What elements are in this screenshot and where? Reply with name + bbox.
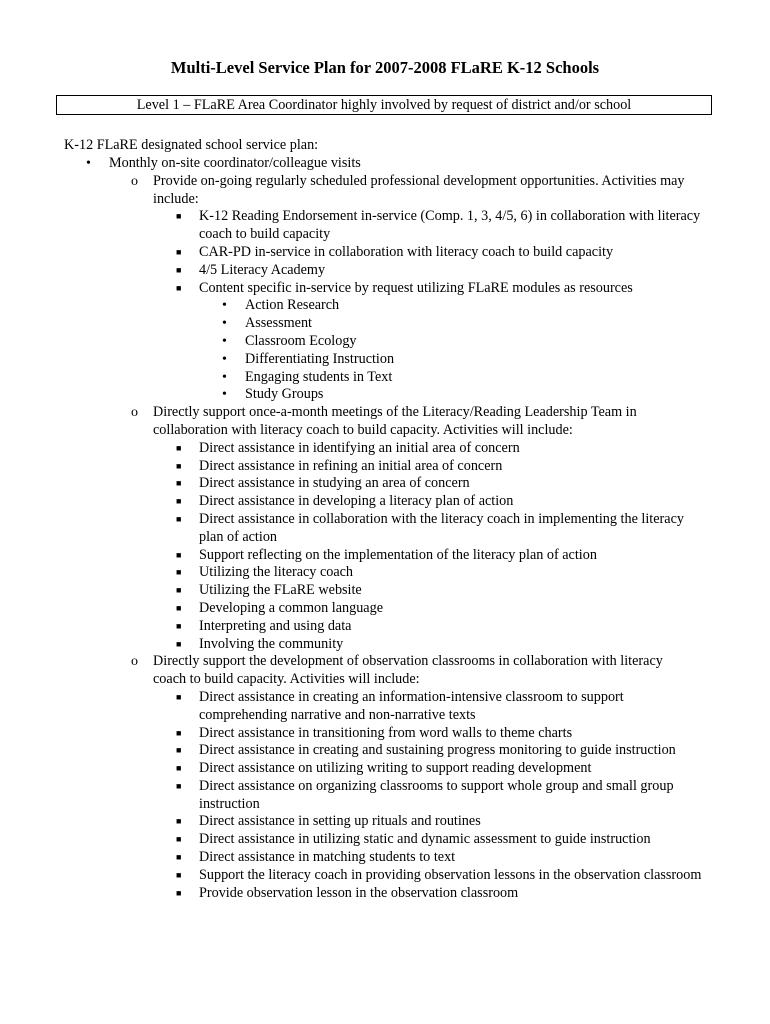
- item-text: Direct assistance in collaboration with the literacy coach in implementing the literacy plan of action: [199, 510, 684, 545]
- item-text: Utilizing the FLaRE website: [199, 582, 362, 599]
- circle-marker: o: [131, 173, 138, 189]
- item-text: Provide observation lesson in the observation classroom: [199, 884, 519, 901]
- circle-marker: o: [131, 405, 138, 421]
- list-item: [0, 636, 719, 654]
- item-text: Direct assistance in studying an area of concern: [199, 475, 470, 492]
- section-text: Directly support the development of observation classrooms in collaboration with literacy coach to build capacity. Activities will include:: [153, 653, 663, 688]
- section-item: [0, 173, 770, 404]
- list-item: [0, 244, 719, 262]
- bullet-marker: •: [222, 351, 227, 367]
- square-marker: ■: [176, 763, 182, 774]
- square-marker: ■: [176, 282, 182, 293]
- square-marker: ■: [176, 816, 182, 827]
- square-marker: ■: [176, 620, 182, 631]
- item-text: CAR-PD in-service in collaboration with literacy coach to build capacity: [199, 243, 614, 260]
- square-marker: ■: [176, 887, 182, 898]
- level-box: Level 1 – FLaRE Area Coordinator highly involved by request of district and/or school: [56, 95, 712, 115]
- list-item: [0, 689, 719, 725]
- module-text: Action Research: [245, 297, 340, 314]
- bullet-marker: •: [86, 156, 91, 171]
- item-text: K-12 Reading Endorsement in-service (Comp. 1, 3, 4/5, 6) in collaboration with literacy coach to build capacity: [199, 208, 701, 243]
- list-item: [0, 867, 719, 885]
- square-marker: ■: [176, 852, 182, 863]
- item-text: Utilizing the literacy coach: [199, 564, 354, 581]
- square-marker: ■: [176, 549, 182, 560]
- list-item: [0, 742, 719, 760]
- page-title: Multi-Level Service Plan for 2007-2008 FLaRE K-12 Schools: [170, 58, 600, 77]
- list-item: [0, 262, 719, 280]
- bullet-marker: •: [222, 316, 227, 332]
- square-marker: ■: [176, 496, 182, 507]
- item-text: Direct assistance in creating and sustaining progress monitoring to guide instruction: [199, 742, 676, 759]
- list-item: [0, 831, 719, 849]
- list-item: [0, 493, 719, 511]
- list-item: [0, 369, 719, 387]
- list-item: [0, 760, 719, 778]
- list-item: [0, 440, 719, 458]
- list-item: [0, 618, 719, 636]
- list-item: [0, 778, 719, 814]
- item-text: Direct assistance on organizing classrooms to support whole group and small group instruction: [199, 777, 674, 812]
- list-item: [0, 315, 719, 333]
- monthly-visits: Monthly on-site coordinator/colleague visits: [109, 155, 361, 171]
- square-marker: ■: [176, 478, 182, 489]
- item-text: Direct assistance in developing a literacy plan of action: [199, 493, 514, 510]
- sections-list: [109, 173, 770, 903]
- service-plan-list: [0, 155, 770, 902]
- section-items: [153, 689, 770, 903]
- square-marker: ■: [176, 567, 182, 578]
- intro-text: K-12 FLaRE designated school service plan:: [64, 137, 319, 153]
- square-marker: ■: [176, 264, 182, 275]
- section-items: [153, 440, 770, 654]
- section-text: Directly support once-a-month meetings of the Literacy/Reading Leadership Team in collaboration with literacy coach to build capacity. Activities will include:: [153, 404, 637, 438]
- item-text: Direct assistance in setting up rituals and routines: [199, 813, 481, 830]
- list-item: [0, 155, 770, 902]
- item-text: Direct assistance in refining an initial area of concern: [199, 457, 503, 474]
- section-items: [153, 208, 770, 404]
- item-text: 4/5 Literacy Academy: [199, 261, 326, 278]
- bullet-marker: •: [222, 387, 227, 403]
- square-marker: ■: [176, 834, 182, 845]
- module-text: Classroom Ecology: [245, 332, 357, 349]
- list-item: [0, 333, 719, 351]
- list-item: [0, 208, 719, 244]
- list-item: [0, 725, 719, 743]
- square-marker: ■: [176, 727, 182, 738]
- square-marker: ■: [176, 442, 182, 453]
- circle-marker: o: [131, 654, 138, 670]
- list-item: [0, 280, 719, 405]
- module-text: Study Groups: [245, 386, 324, 403]
- item-text: Direct assistance in creating an information-intensive classroom to support comprehending narrative and non-narrative texts: [199, 688, 624, 723]
- list-item: [0, 386, 719, 404]
- list-item: [0, 813, 719, 831]
- list-item: [0, 849, 719, 867]
- square-marker: ■: [176, 869, 182, 880]
- square-marker: ■: [176, 745, 182, 756]
- section-text: Provide on-going regularly scheduled professional development opportunities. Activities may include:: [153, 172, 685, 207]
- item-text: Support reflecting on the implementation of the literacy plan of action: [199, 546, 597, 563]
- item-text: Direct assistance in identifying an initial area of concern: [199, 439, 520, 456]
- item-text: Developing a common language: [199, 599, 383, 616]
- item-text: Direct assistance on utilizing writing to support reading development: [199, 760, 592, 777]
- square-marker: ■: [176, 585, 182, 596]
- list-item: [0, 582, 719, 600]
- list-item: [0, 547, 719, 565]
- item-text: Interpreting and using data: [199, 617, 352, 634]
- square-marker: ■: [176, 780, 182, 791]
- square-marker: ■: [176, 513, 182, 524]
- module-text: Assessment: [245, 315, 312, 332]
- square-marker: ■: [176, 602, 182, 613]
- list-item: [0, 564, 719, 582]
- list-item: [0, 458, 719, 476]
- section-item: [0, 653, 770, 902]
- module-text: Differentiating Instruction: [245, 350, 395, 367]
- bullet-marker: •: [222, 369, 227, 385]
- modules-list: [199, 297, 719, 404]
- square-marker: ■: [176, 211, 182, 222]
- section-item: [0, 404, 770, 653]
- item-text: Content specific in-service by request utilizing FLaRE modules as resources: [199, 279, 633, 296]
- item-text: Support the literacy coach in providing observation lessons in the observation classroom: [199, 866, 702, 883]
- square-marker: ■: [176, 460, 182, 471]
- bullet-marker: •: [222, 333, 227, 349]
- list-item: [0, 475, 719, 493]
- square-marker: ■: [176, 691, 182, 702]
- list-item: [0, 351, 719, 369]
- list-item: [0, 600, 719, 618]
- bullet-marker: •: [222, 298, 227, 314]
- item-text: Direct assistance in transitioning from word walls to theme charts: [199, 724, 573, 741]
- square-marker: ■: [176, 246, 182, 257]
- item-text: Direct assistance in matching students to text: [199, 849, 456, 866]
- list-item: [0, 511, 719, 547]
- square-marker: ■: [176, 638, 182, 649]
- item-text: Direct assistance in utilizing static and dynamic assessment to guide instruction: [199, 831, 651, 848]
- list-item: [0, 297, 719, 315]
- list-item: [0, 885, 719, 903]
- item-text: Involving the community: [199, 635, 344, 652]
- module-text: Engaging students in Text: [245, 368, 393, 385]
